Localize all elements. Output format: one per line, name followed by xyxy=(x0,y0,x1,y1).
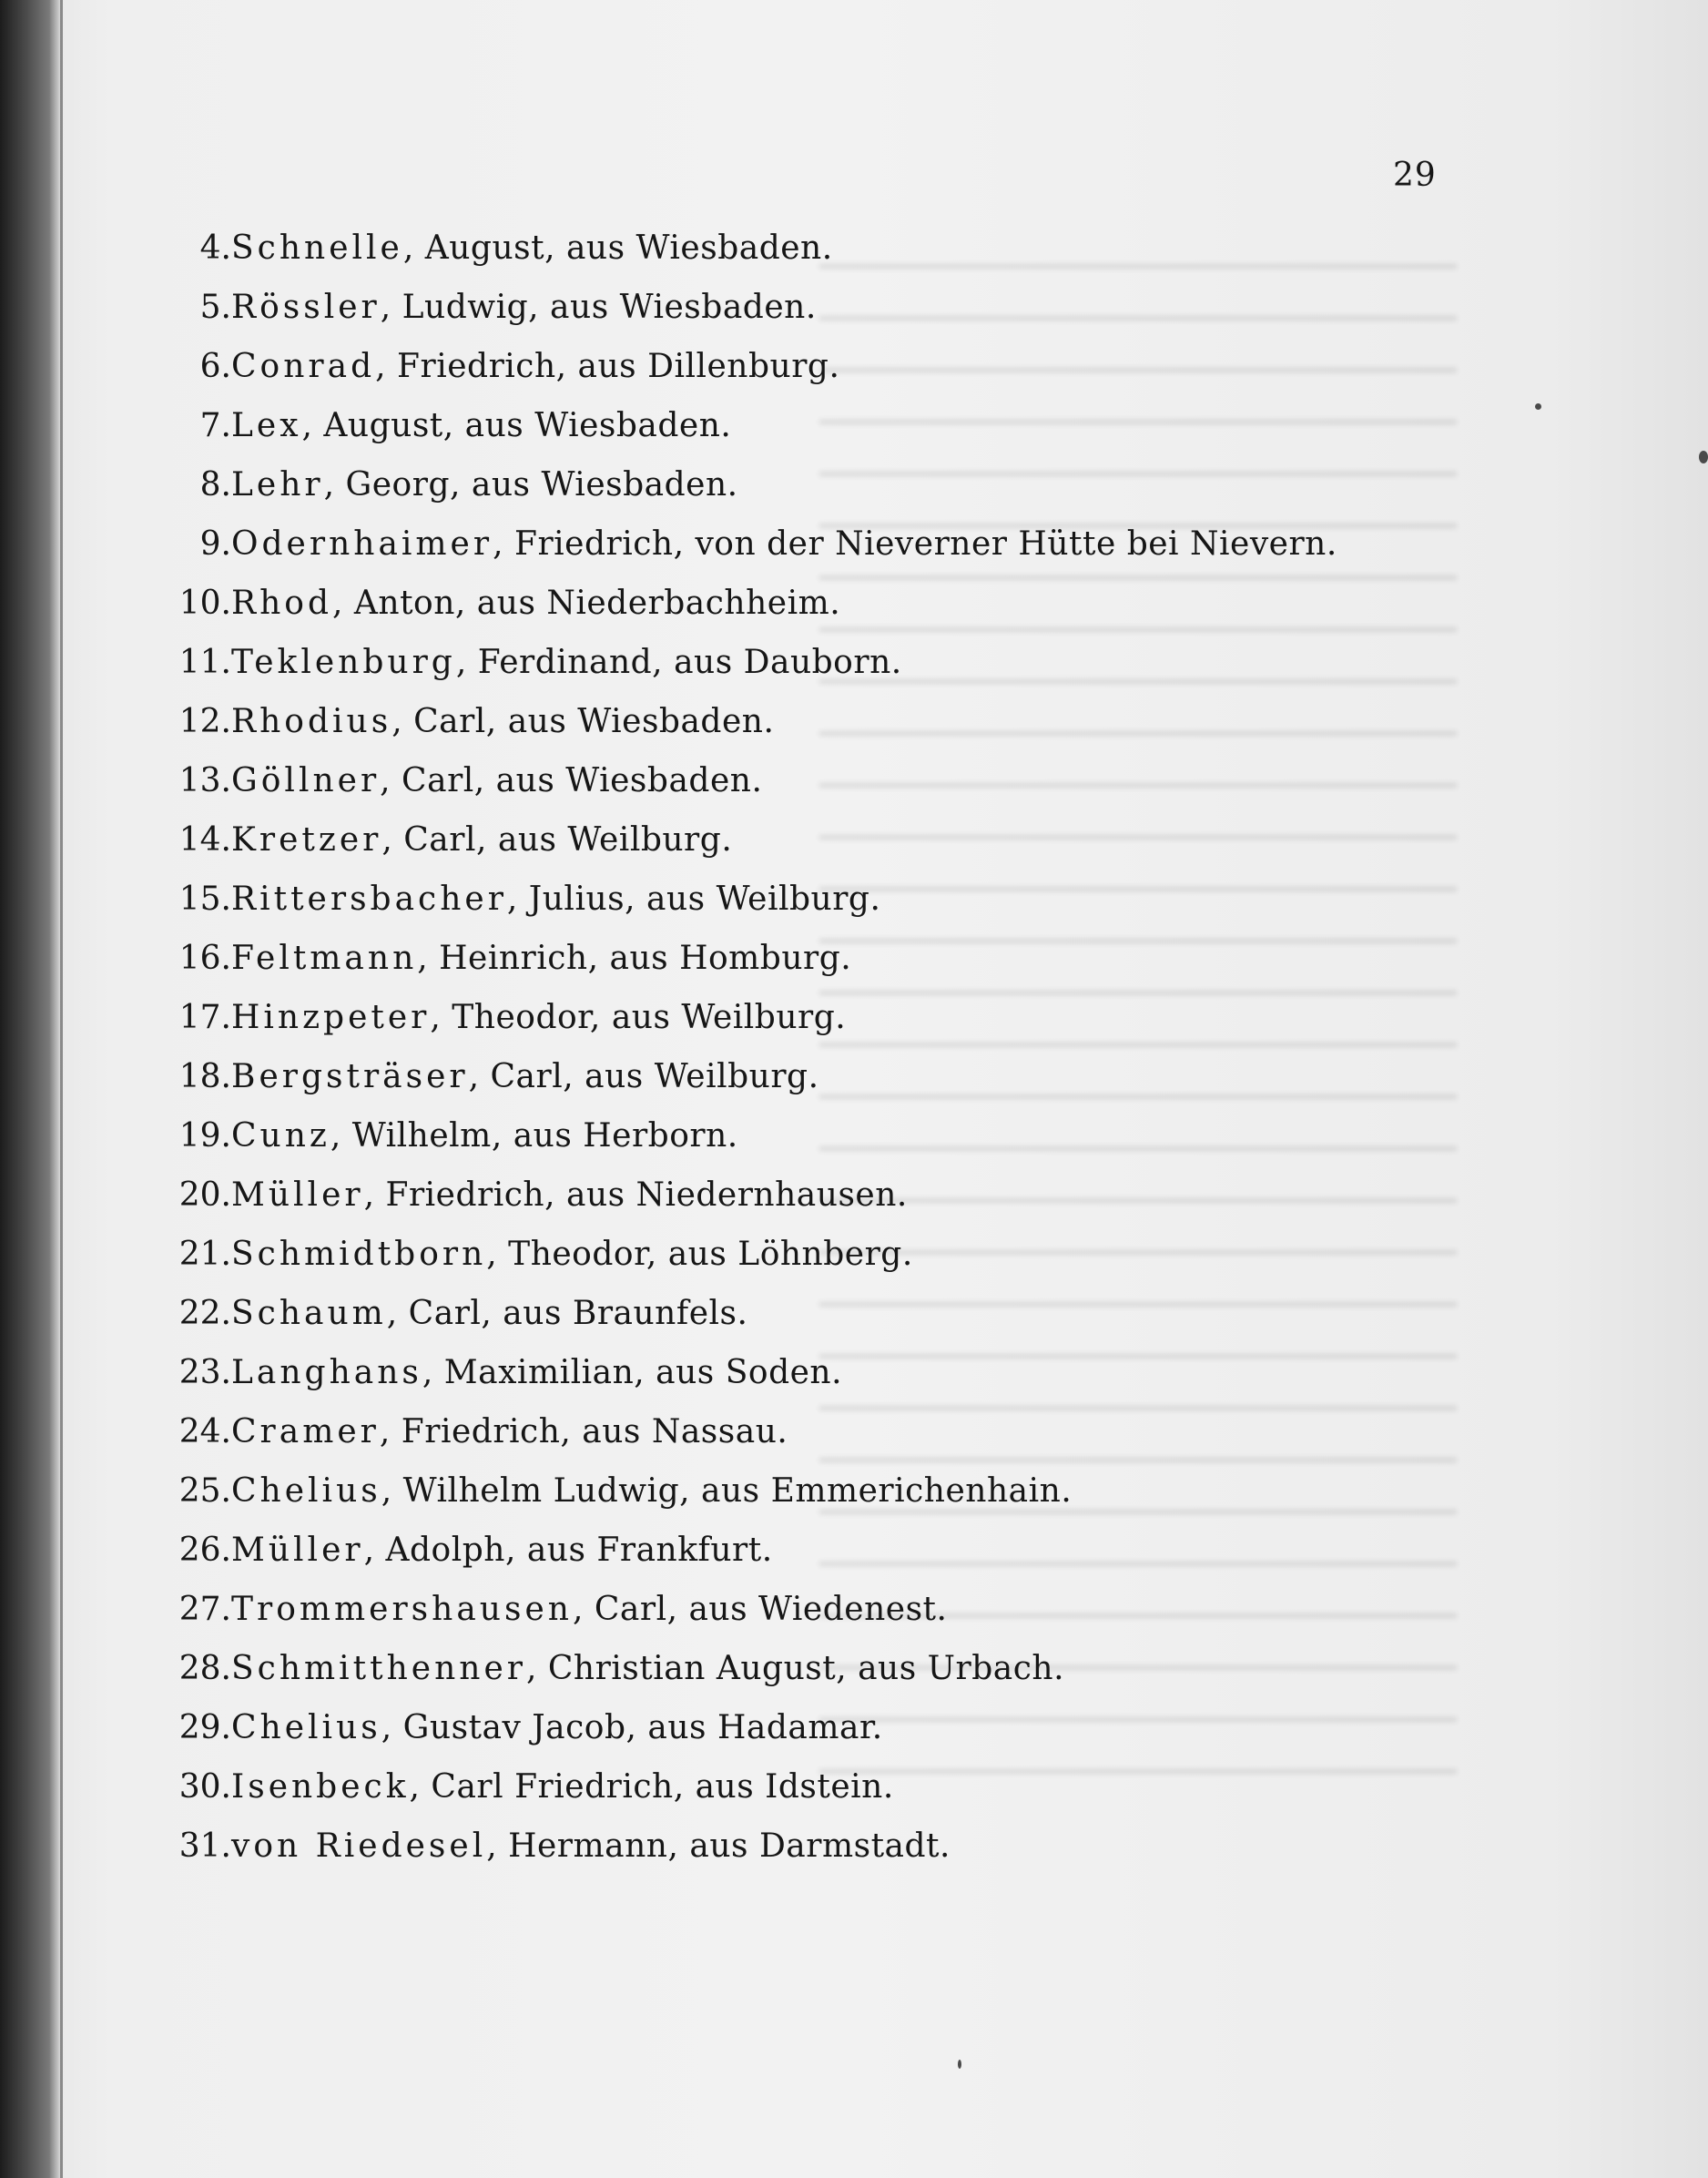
entry-surname: Rössler xyxy=(231,289,381,326)
list-item xyxy=(137,1532,1548,1591)
entry-details: , August, aus Wiesbaden. xyxy=(301,407,732,444)
entry-text xyxy=(231,1827,951,1865)
entry-surname: Langhans xyxy=(231,1354,422,1391)
entry-details: , Carl, aus Weilburg. xyxy=(381,821,733,859)
entry-surname: Cramer xyxy=(231,1413,380,1450)
entry-details: , Carl, aus Wiesbaden. xyxy=(391,703,775,740)
list-item xyxy=(137,348,1548,407)
entry-text xyxy=(231,1295,747,1332)
entry-details: , Anton, aus Niederbachheim. xyxy=(332,585,841,622)
entry-details: , Julius, aus Weilburg. xyxy=(506,880,881,918)
entry-number: 14. xyxy=(178,821,231,859)
entry-text xyxy=(231,1058,819,1095)
entry-details: , Hermann, aus Darmstadt. xyxy=(486,1827,951,1865)
entry-surname: Bergsträser xyxy=(231,1058,469,1095)
entry-number: 17. xyxy=(178,999,231,1036)
list-item xyxy=(137,880,1548,940)
paper-speck xyxy=(958,2060,961,2069)
entry-text xyxy=(231,1709,883,1746)
entry-text xyxy=(231,585,840,622)
entry-details: , Friedrich, von der Nieverner Hütte bei Nievern. xyxy=(493,525,1337,563)
entry-surname: Rhod xyxy=(231,585,333,622)
entry-text xyxy=(231,229,833,267)
entry-text xyxy=(231,999,846,1036)
entry-number: 4. xyxy=(199,229,231,267)
entry-number: 25. xyxy=(178,1472,231,1510)
entry-number: 9. xyxy=(199,525,231,563)
entry-surname: Lehr xyxy=(231,466,324,504)
entry-number: 16. xyxy=(178,940,231,977)
entry-number: 29. xyxy=(178,1709,231,1746)
entry-number: 11. xyxy=(178,644,231,681)
list-item xyxy=(137,1413,1548,1472)
list-item xyxy=(137,940,1548,999)
entry-text xyxy=(231,821,732,859)
entry-text xyxy=(231,940,851,977)
list-item xyxy=(137,1058,1548,1117)
entry-text xyxy=(231,1413,788,1450)
entry-surname: Teklenburg xyxy=(231,644,456,681)
list-item xyxy=(137,644,1548,703)
name-list xyxy=(137,229,1548,1887)
entry-details: , Carl, aus Weilburg. xyxy=(468,1058,819,1095)
entry-details: , Wilhelm Ludwig, aus Emmerichenhain. xyxy=(381,1472,1073,1510)
entry-details: , Wilhelm, aus Herborn. xyxy=(330,1117,738,1155)
entry-text xyxy=(231,1532,773,1569)
list-item xyxy=(137,289,1548,348)
page-number: 29 xyxy=(1393,157,1437,194)
entry-number: 13. xyxy=(178,762,231,799)
entry-text xyxy=(231,348,839,385)
entry-number: 10. xyxy=(178,585,231,622)
entry-details: , Friedrich, aus Niedernhausen. xyxy=(363,1176,908,1214)
entry-text xyxy=(231,1768,894,1806)
entry-text xyxy=(231,289,817,326)
entry-text xyxy=(231,703,774,740)
list-item xyxy=(137,703,1548,762)
list-item xyxy=(137,1354,1548,1413)
entry-surname: Isenbeck xyxy=(231,1768,410,1806)
entry-text xyxy=(231,466,738,504)
entry-text xyxy=(231,1591,947,1628)
list-item xyxy=(137,1768,1548,1827)
entry-details: , Ludwig, aus Wiesbaden. xyxy=(380,289,817,326)
entry-surname: Chelius xyxy=(231,1709,381,1746)
entry-details: , Theodor, aus Weilburg. xyxy=(430,999,847,1036)
entry-details: , Carl Friedrich, aus Idstein. xyxy=(409,1768,894,1806)
entry-details: , Georg, aus Wiesbaden. xyxy=(323,466,738,504)
list-item xyxy=(137,229,1548,289)
entry-surname: Müller xyxy=(231,1532,364,1569)
list-item xyxy=(137,762,1548,821)
entry-number: 19. xyxy=(178,1117,231,1155)
entry-details: , Ferdinand, aus Dauborn. xyxy=(455,644,902,681)
entry-text xyxy=(231,407,731,444)
entry-details: , Heinrich, aus Homburg. xyxy=(417,940,852,977)
entry-number: 5. xyxy=(199,289,231,326)
entry-text xyxy=(231,1117,738,1155)
entry-details: , Carl, aus Wiedenest. xyxy=(572,1591,948,1628)
entry-surname: Trommershausen xyxy=(231,1591,573,1628)
list-item xyxy=(137,821,1548,880)
entry-text xyxy=(231,1236,913,1273)
entry-surname: Feltmann xyxy=(231,940,418,977)
entry-number: 28. xyxy=(178,1650,231,1687)
paper-speck xyxy=(1535,403,1541,410)
entry-number: 24. xyxy=(178,1413,231,1450)
list-item xyxy=(137,1709,1548,1768)
paper-speck xyxy=(1699,451,1708,463)
entry-text xyxy=(231,644,902,681)
entry-surname: Cunz xyxy=(231,1117,330,1155)
list-item xyxy=(137,1295,1548,1354)
list-item xyxy=(137,525,1548,585)
entry-number: 6. xyxy=(199,348,231,385)
entry-number: 8. xyxy=(199,466,231,504)
entry-surname: Müller xyxy=(231,1176,364,1214)
entry-surname: Schmidtborn xyxy=(231,1236,487,1273)
entry-surname: Lex xyxy=(231,407,302,444)
list-item xyxy=(137,999,1548,1058)
list-item xyxy=(137,407,1548,466)
entry-number: 31. xyxy=(178,1827,231,1865)
entry-number: 22. xyxy=(178,1295,231,1332)
book-spine xyxy=(0,0,60,2178)
entry-surname: von Riedesel xyxy=(231,1827,487,1865)
spine-edge xyxy=(60,0,63,2178)
entry-surname: Chelius xyxy=(231,1472,381,1510)
entry-surname: Conrad xyxy=(231,348,376,385)
entry-text xyxy=(231,1354,842,1391)
entry-details: , Maximilian, aus Soden. xyxy=(422,1354,843,1391)
entry-details: , August, aus Wiesbaden. xyxy=(402,229,833,267)
entry-details: , Friedrich, aus Nassau. xyxy=(379,1413,788,1450)
entry-details: , Theodor, aus Löhnberg. xyxy=(486,1236,913,1273)
entry-surname: Rhodius xyxy=(231,703,392,740)
entry-text xyxy=(231,1176,908,1214)
list-item xyxy=(137,1650,1548,1709)
entry-number: 26. xyxy=(178,1532,231,1569)
list-item xyxy=(137,1591,1548,1650)
entry-number: 20. xyxy=(178,1176,231,1214)
entry-details: , Carl, aus Wiesbaden. xyxy=(380,762,763,799)
entry-text xyxy=(231,1650,1064,1687)
list-item xyxy=(137,1827,1548,1887)
entry-number: 12. xyxy=(178,703,231,740)
list-item xyxy=(137,1472,1548,1532)
entry-number: 30. xyxy=(178,1768,231,1806)
entry-number: 23. xyxy=(178,1354,231,1391)
entry-surname: Schmitthenner xyxy=(231,1650,526,1687)
entry-surname: Kretzer xyxy=(231,821,382,859)
entry-surname: Odernhaimer xyxy=(231,525,493,563)
entry-surname: Schaum xyxy=(231,1295,387,1332)
entry-number: 27. xyxy=(178,1591,231,1628)
entry-details: , Christian August, aus Urbach. xyxy=(525,1650,1065,1687)
entry-surname: Hinzpeter xyxy=(231,999,431,1036)
entry-number: 21. xyxy=(178,1236,231,1273)
entry-details: , Gustav Jacob, aus Hadamar. xyxy=(381,1709,883,1746)
entry-surname: Göllner xyxy=(231,762,381,799)
list-item xyxy=(137,1236,1548,1295)
entry-number: 18. xyxy=(178,1058,231,1095)
entry-details: , Friedrich, aus Dillenburg. xyxy=(375,348,840,385)
list-item xyxy=(137,1176,1548,1236)
entry-text xyxy=(231,762,762,799)
entry-text xyxy=(231,1472,1072,1510)
entry-text xyxy=(231,880,880,918)
entry-surname: Rittersbacher xyxy=(231,880,507,918)
entry-surname: Schnelle xyxy=(231,229,403,267)
list-item xyxy=(137,1117,1548,1176)
entry-details: , Adolph, aus Frankfurt. xyxy=(363,1532,773,1569)
entry-number: 15. xyxy=(178,880,231,918)
entry-number: 7. xyxy=(199,407,231,444)
entry-text xyxy=(231,525,1337,563)
entry-details: , Carl, aus Braunfels. xyxy=(386,1295,748,1332)
list-item xyxy=(137,466,1548,525)
list-item xyxy=(137,585,1548,644)
